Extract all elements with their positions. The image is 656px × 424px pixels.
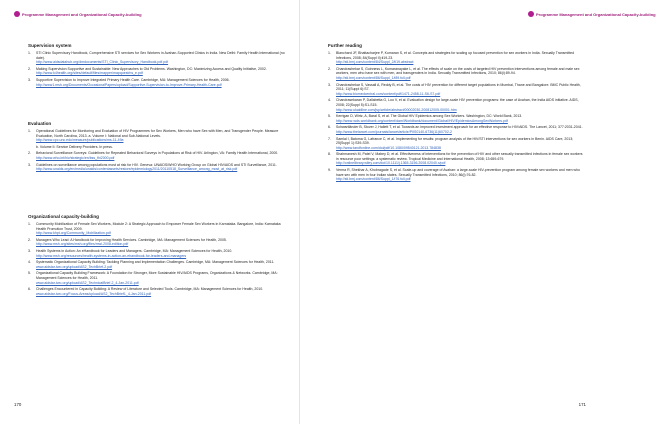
page-number: 170 bbox=[14, 402, 22, 407]
reference-body bbox=[36, 222, 286, 236]
reference-link[interactable]: http://www.msh.org/sites/msh.org/files/mwl-2008-edition.pdf bbox=[36, 242, 129, 247]
reference-body bbox=[336, 114, 586, 123]
reference-link[interactable]: www.aidstar-two.org/upload/AS2_TechnicalBrief-2_4-Jan-2011.pdf bbox=[36, 280, 139, 285]
reference-link[interactable]: http://www.msh.org/resources/health-systems-in-action-an-ehandbook-for-leaders-and-managers bbox=[36, 253, 187, 258]
reference-body bbox=[336, 83, 586, 97]
reference-item bbox=[328, 98, 586, 112]
reference-list bbox=[28, 51, 286, 87]
reference-body bbox=[36, 271, 286, 285]
reference-item bbox=[28, 51, 286, 65]
left-page bbox=[0, 0, 300, 424]
reference-citation: Managers Who Lead: A Handbook for Improving Health Services. Cambridge, MA: Management Sciences for Health, 2005. bbox=[36, 237, 227, 242]
reference-body bbox=[336, 168, 586, 182]
reference-number: 2. bbox=[28, 66, 31, 71]
reference-citation: Guidelines on surveillance among populations most at risk for HIV. Geneva: UNAIDS/WHO Working Group on Global HIV/AIDS and STI Surveillance, 2011. bbox=[36, 162, 277, 167]
evaluation-section bbox=[28, 121, 286, 174]
reference-item bbox=[28, 238, 286, 247]
supervision-section bbox=[28, 43, 286, 89]
running-header-right bbox=[528, 9, 656, 19]
reference-link[interactable]: http://www.ukaidline.com/jsp/article/abstract/00002030-200812005-00001.htm bbox=[336, 107, 457, 112]
reference-item bbox=[328, 125, 586, 134]
reference-item bbox=[328, 152, 586, 166]
reference-number: 4. bbox=[28, 260, 31, 265]
reference-number: 1. bbox=[28, 51, 31, 55]
reference-link[interactable]: http://www.biomedcentral.com/content/pdf/1471-2458-11-S6-S7.pdf bbox=[336, 91, 441, 96]
reference-body bbox=[36, 287, 286, 296]
reference-number: 5. bbox=[328, 114, 331, 119]
reference-citation: b. Volume II: Service Delivery Providers. In press. bbox=[36, 144, 113, 149]
reference-body bbox=[336, 98, 586, 112]
reference-link[interactable]: http://sti.bmj.com/content/84/Suppl_2/ii19.abstract bbox=[336, 60, 414, 65]
running-header-title: Programme Management and Organizational Capacity-building bbox=[536, 11, 656, 17]
reference-link[interactable]: http://www.k4health.org/sites/default/files/mapper/mapquest/ns_e.pdf bbox=[36, 71, 143, 76]
reference-citation: Health Systems in Action: An eHandbook for Leaders and Managers. Cambridge, MA: Management Sciences for Health, 2010. bbox=[36, 248, 233, 253]
reference-link[interactable]: http://www-wds.worldbank.org/content/dam/Worldbank/document/Global/HIV/EpidemicsAmongSexWorkers.pdf bbox=[336, 118, 508, 123]
reference-number: 2. bbox=[28, 237, 31, 242]
reference-body bbox=[36, 260, 286, 269]
right-page bbox=[300, 0, 656, 424]
reference-item bbox=[28, 145, 286, 150]
reference-item bbox=[328, 83, 586, 97]
reference-number: 6. bbox=[28, 287, 31, 292]
page-number: 171 bbox=[578, 402, 586, 407]
reference-link[interactable]: www.aidstar-two.org/upload/AS2_TechBrief-2.pdf bbox=[36, 264, 113, 269]
reference-number: 8. bbox=[328, 152, 331, 157]
reference-item bbox=[328, 67, 586, 81]
reference-body bbox=[36, 249, 286, 258]
reference-body bbox=[36, 151, 286, 160]
reference-link[interactable]: http://www.aidsdatahub.org/dmdocuments/STI_Clinic_Supervisory_Handbook.pdf.pdf bbox=[36, 60, 169, 65]
reference-body bbox=[336, 51, 586, 65]
reference-link[interactable]: http://www.cpc.unc.edu/measure/publications/ms-11-49a bbox=[36, 138, 124, 143]
reference-body bbox=[36, 163, 286, 172]
reference-citation: Chandrashekar S, Guinness L, Kumaranayake L, et al. The effects of scale on the costs of targeted HIV prevention interventions among female and male sex workers, men who have sex with men, and transgenders in India. Sexually Transmitted Infections, 2010; 86(i):89-94. bbox=[336, 66, 580, 76]
reference-item bbox=[28, 271, 286, 285]
section-title: Organizational capacity-building bbox=[28, 214, 99, 219]
reference-citation: Schwartländer B, Stover J, Hallett T, et al. Towards an improved investment approach for an effective response to HIV/AIDS. The Lancet, 2011; 377:2031-2041. bbox=[336, 125, 583, 130]
reference-number: 1. bbox=[28, 222, 31, 226]
reference-citation: Chandrashekar S, Vassall A, Reddy B, et al. The costs of HIV prevention for different target populations in Mumbai, Thane and Bangalore. BMC Public Health, 2011; 11(Suppl 6):S7. bbox=[336, 82, 581, 92]
reference-number: 3. bbox=[28, 162, 31, 167]
reference-citation: Operational Guidelines for Monitoring and Evaluation of HIV Programmes for Sex Workers, Men who have Sex with Men, and Transgender People. Measure Evaluation, North Carolina, 2013. a. Volume I: National and Sub-National Levels. bbox=[36, 129, 279, 138]
reference-body bbox=[336, 125, 586, 134]
reference-item bbox=[328, 51, 586, 65]
reference-link[interactable]: http://www.tandfonline.com/doi/pdf/10.1080/09540121.2013.784838 bbox=[336, 145, 441, 150]
reference-body bbox=[36, 129, 286, 143]
reference-number: 9. bbox=[328, 168, 331, 173]
reference-number: 2. bbox=[328, 66, 331, 71]
reference-citation: Shahmanesh M, Patel V, Mabey D, et al. Effectiveness of interventions for the prevention of HIV and other sexually transmitted infections in female sex workers in resource poor settings: a systematic review. Tropical Medicine and International Health, 2008; 13:659-679. bbox=[336, 152, 583, 161]
reference-body bbox=[36, 51, 286, 65]
reference-number: 2. bbox=[28, 151, 31, 156]
reference-body bbox=[336, 67, 586, 81]
reference-link[interactable]: http://www.thelancet.com/journals/lancet/article/PIIS0140-6736(11)60702-2 bbox=[336, 129, 452, 134]
reference-item bbox=[28, 129, 286, 143]
reference-citation: Chandrasekaran P, Dallabetta G, Loo V, et al. Evaluation design for large-scale HIV prevention programs: the case of Avahan, the India AIDS initiative. AIDS, 2008; 22(Suppl 5):S1-S15. bbox=[336, 98, 579, 107]
reference-link[interactable]: http://www.unaids.org/en/media/unaids/contentassets/restore/epidemiology2011/20110518_Surveillance_among_most_at_risk.pdf bbox=[36, 167, 238, 172]
reference-number: 3. bbox=[28, 77, 31, 82]
reference-item bbox=[28, 78, 286, 87]
reference-item bbox=[28, 163, 286, 172]
section-title: Further reading bbox=[328, 43, 362, 48]
section-title: Supervision system bbox=[28, 43, 72, 48]
reference-item bbox=[28, 222, 286, 236]
reference-body bbox=[336, 137, 586, 151]
capacity-building-section bbox=[28, 214, 286, 298]
reference-link[interactable]: http://sti.bmj.com/content/86/Suppl_1/i89.full.pdf bbox=[336, 75, 411, 80]
reference-item bbox=[28, 260, 286, 269]
reference-citation: Making Supervision Supportive and Sustainable: New Approaches to Old Problems. Washington, DC: Maximizing Access and Quality Initiative, 2002. bbox=[36, 66, 267, 71]
reference-item bbox=[28, 67, 286, 76]
header-bullet-icon bbox=[528, 11, 534, 17]
reference-citation: Supportive Supervision to Improve Integrated Primary Health Care. Cambridge, MA: Management Sciences for Health, 2006. bbox=[36, 77, 230, 82]
section-title: Evaluation bbox=[28, 121, 52, 126]
reference-link[interactable]: www.aidstar-two.org/Focus-Areas/upload/AS2_TechBrief1_4-Jan-2011.pdf bbox=[36, 291, 152, 296]
reference-citation: STI Clinic Supervisory Handbook, Comprehensive STI services for Sex Workers in Avahan-Supported Clinics in India. New Delhi: Family Health International (no date). bbox=[36, 51, 285, 60]
reference-citation: Kerrigan D, Wirtz, A, Baral S, et al. The Global HIV Epidemics among Sex Workers. Washington, DC: World Bank, 2013. bbox=[336, 114, 523, 119]
reference-list bbox=[28, 222, 286, 296]
reference-body bbox=[336, 152, 586, 166]
reference-item bbox=[28, 249, 286, 258]
reference-link[interactable]: http://www.khpt.org/Community_Mobilization.pdf bbox=[36, 231, 111, 236]
reference-citation: Blanchard JF, Bhattacharjee P, Kumaran S, et al. Concepts and strategies for scaling up focused prevention for sex workers in India. Sexually Transmitted Infections, 2008; 84(Suppl II):ii19-23. bbox=[336, 51, 575, 60]
reference-citation: Samlal I, Batoma G, Lafrance C, et al. Implementing for results: program analysis of the HIV/STI interventions for sex workers in Benin. AIDS Care, 2013; 25(Suppl 1):S39-S39. bbox=[336, 136, 574, 146]
reference-link[interactable]: http://www.who.int/hiv/strategic/en/bss_fhi2000.pdf bbox=[36, 155, 115, 160]
reference-body bbox=[36, 78, 286, 87]
reference-body bbox=[36, 238, 286, 247]
reference-body bbox=[36, 67, 286, 76]
reference-link[interactable]: http://www1.msh.org/Documents/OccasionalPapers/upload/Supportive-Supervision-to-Improve-Primary-Health-Care.pdf bbox=[36, 82, 222, 87]
reference-number: 3. bbox=[28, 248, 31, 253]
reference-citation: Behavioral Surveillance Surveys: Guidelines for Repeated Behavioral Surveys in Populations at Risk of HIV. Arlington, VA: Family Health International, 2000. bbox=[36, 151, 279, 156]
reference-body bbox=[36, 145, 286, 150]
reference-number: 5. bbox=[28, 271, 31, 276]
header-bullet-icon bbox=[14, 11, 20, 17]
reference-citation: Verma R, Shekhar A, Khobragade S, et al. Scale-up and coverage of Avahan: a large-scale HIV-prevention program among female sex workers and men who have sex with men in four Indian states. Sexually Transmitted Infections, 2010; 86(i):76-82. bbox=[336, 168, 580, 177]
reference-number: 1. bbox=[28, 129, 31, 133]
running-header-title: Programme Management and Organizational Capacity-building bbox=[22, 11, 142, 17]
further-reading-section bbox=[328, 43, 586, 184]
reference-number: 3. bbox=[328, 82, 331, 87]
reference-number bbox=[28, 145, 36, 150]
reference-item bbox=[28, 287, 286, 296]
reference-link[interactable]: http://onlinelibrary.wiley.com/doi/10.1111/j.1365-3156.2008.02040.x/pdf bbox=[336, 161, 446, 166]
reference-number: 4. bbox=[328, 98, 331, 103]
reference-number: 1. bbox=[328, 51, 331, 55]
reference-citation: Organizational Capacity Building Framework: A Foundation for Stronger, More Sustainable HIV/AIDS Programs, Organizations & Networks. Cambridge, MA: Management Sciences for Health, 2011. bbox=[36, 271, 278, 280]
reference-citation: Community Mobilization of Female Sex Workers, Module 2: A Strategic Approach to Empower Female Sex Workers in Karnataka. Bangalore, India: Karnataka Health Promotion Trust, 2009. bbox=[36, 222, 281, 231]
reference-item bbox=[328, 168, 586, 182]
running-header-left bbox=[14, 9, 142, 19]
reference-citation: Challenges Encountered in Capacity Building: A Review of Literature and Selected Tools. Cambridge, MA: Management Sciences for Health, 2010. bbox=[36, 287, 264, 292]
reference-list bbox=[28, 129, 286, 172]
reference-list bbox=[328, 51, 586, 182]
reference-citation: Systematic Organizational Capacity Building: Tackling Planning and Implementation Challenges. Cambridge, MA: Management Sciences for Health, 2011. bbox=[36, 260, 275, 265]
reference-item bbox=[28, 151, 286, 160]
reference-item bbox=[328, 137, 586, 151]
reference-link[interactable]: http://sti.bmj.com/content/86/Suppl_1/i76.full.pdf bbox=[336, 177, 411, 182]
reference-number: 7. bbox=[328, 136, 331, 141]
reference-item bbox=[328, 114, 586, 123]
reference-number: 6. bbox=[328, 125, 331, 130]
